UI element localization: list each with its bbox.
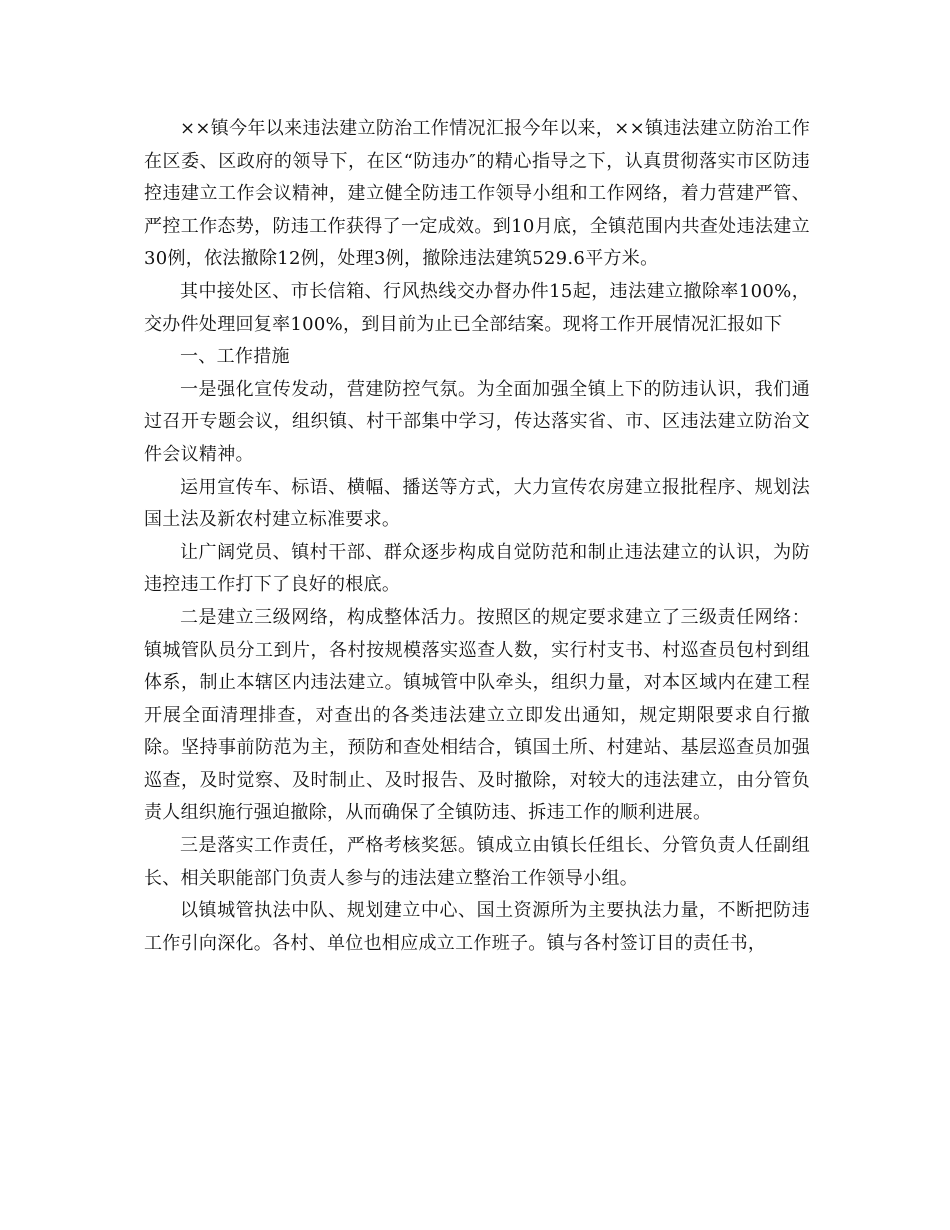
paragraph-intro: ××镇今年以来违法建立防治工作情况汇报今年以来，××镇违法建立防治工作在区委、区政府的领导下，在区“防违办″的精心指导之下，认真贯彻落实市区防违控违建立工作会议精神，建立健全防违工作领导小组和工作网络，着力营建严管、严控工作态势，防违工作获得了一定成效。到10月底，全镇范围内共查处违法建立30例，依法撤除12例，处理3例，撤除违法建筑529.6平方米。 (144, 118, 810, 270)
paragraph-measure-two: 二是建立三级网络，构成整体活力。按照区的规定要求建立了三级责任网络：镇城管队员分工到片，各村按规模落实巡查人数，实行村支书、村巡查员包村到组体系，制止本辖区内违法建立。镇城管中队牵头，组织力量，对本区域内在建工程开展全面清理排查，对查出的各类违法建立立即发出通知，规定期限要求自行撤除。坚持事前防范为主，预防和查处相结合，镇国土所、村建站、基层巡查员加强巡查，及时觉察、及时制止、及时报告、及时撤除，对较大的违法建立，由分管负责人组织施行强迫撤除，从而确保了全镇防违、拆违工作的顺利进展。 (144, 606, 810, 824)
paragraph-measure-three: 三是落实工作责任，严格考核奖惩。镇成立由镇长任组长、分管负责人任副组长、相关职能部门负责人参与的违法建立整治工作领导小组。 (144, 835, 810, 889)
paragraph-awareness: 让广阔党员、镇村干部、群众逐步构成自觉防范和制止违法建立的认识，为防违控违工作打下了良好的根底。 (144, 541, 810, 596)
paragraph-cases: 其中接处区、市长信箱、行风热线交办督办件15起，违法建立撤除率100%，交办件处理回复率100%，到目前为止已全部结案。现将工作开展情况汇报如下 (144, 280, 810, 335)
paragraph-measure-one: 一是强化宣传发动，营建防控气氛。为全面加强全镇上下的防违认识，我们通过召开专题会议，组织镇、村干部集中学习，传达落实省、市、区违法建立防治文件会议精神。 (144, 378, 810, 465)
section-heading-measures: 一、工作措施 (180, 346, 290, 368)
paragraph-publicity: 运用宣传车、标语、横幅、播送等方式，大力宣传农房建立报批程序、规划法国土法及新农村建立标准要求。 (144, 476, 810, 531)
document-body (144, 113, 810, 960)
paragraph-enforcement: 以镇城管执法中队、规划建立中心、国土资源所为主要执法力量，不断把防违工作引向深化。各村、单位也相应成立工作班子。镇与各村签订目的责任书， (144, 900, 810, 954)
